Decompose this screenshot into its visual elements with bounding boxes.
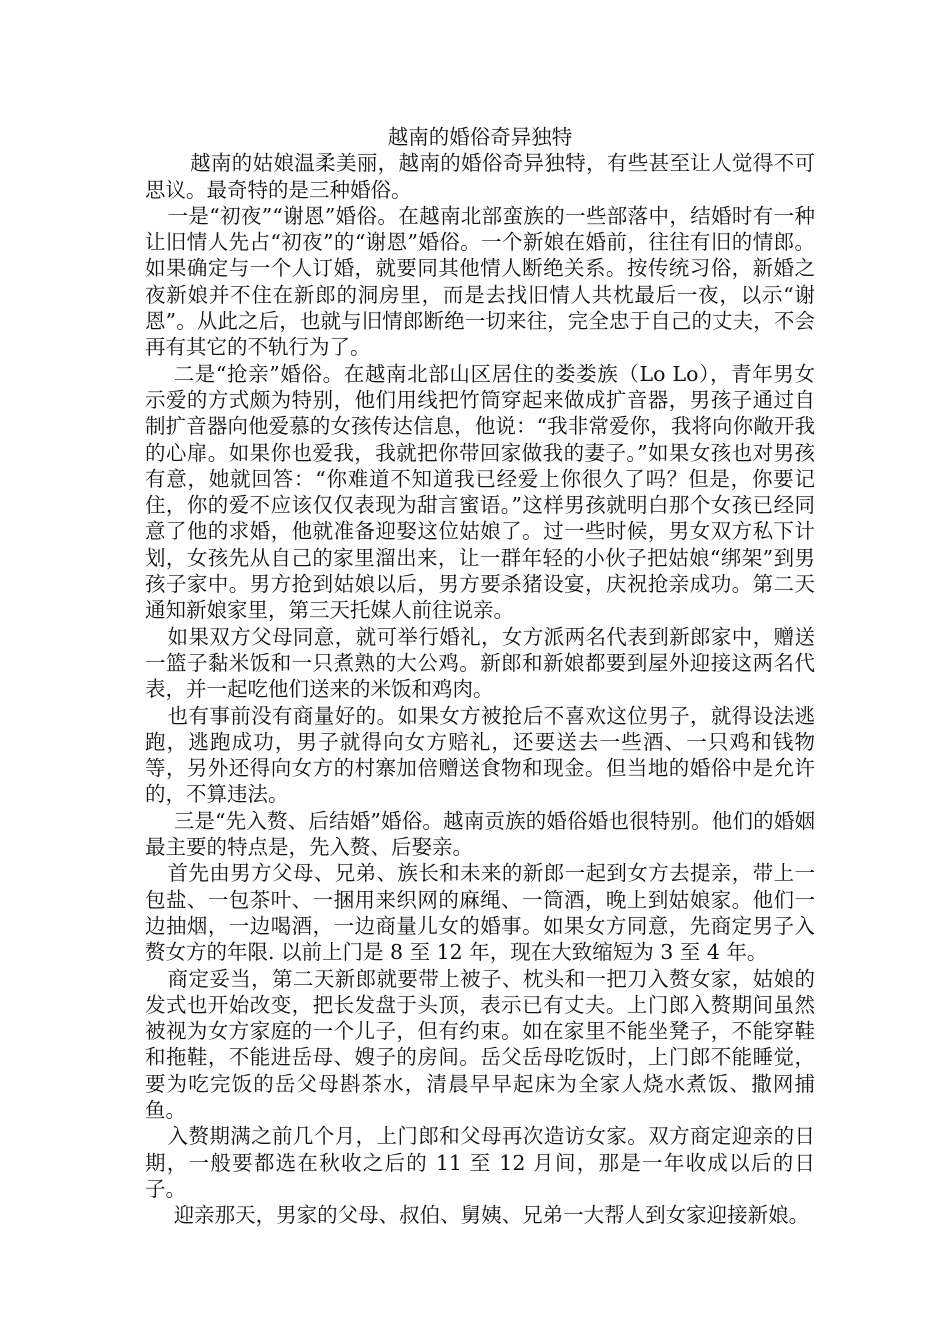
paragraph-custom-two: 二是“抢亲”婚俗。在越南北部山区居住的娄娄族（Lo Lo），青年男女示爱的方式颇为特别，他们用线把竹筒穿起来做成扩音器，男孩子通过自制扩音器向他爱慕的女孩传达信息，他说：“我非常爱你，我将向你敞开我的心扉。如果你也爱我，我就把你带回家做我的妻子。”如果女孩也对男孩有意，她就回答：“你难道不知道我已经爱上你很久了吗？但是，你要记住，你的爱不应该仅仅表现为甜言蜜语。”这样男孩就明白那个女孩已经同意了他的求婚，他就准备迎娶这位姑娘了。过一些时候，男女双方私下计划，女孩先从自己的家里溜出来，让一群年轻的小伙子把姑娘“绑架”到男孩子家中。男方抢到姑娘以后，男方要杀猪设宴，庆祝抢亲成功。第二天通知新娘家里，第三天托媒人前往说亲。: [145, 361, 815, 623]
paragraph-proposal: 首先由男方父母、兄弟、族长和未来的新郎一起到女方去提亲，带上一包盐、一包茶叶、一捆用来织网的麻绳、一筒酒，晚上到姑娘家。他们一边抽烟，一边喝酒，一边商量儿女的婚事。如果女方同意，先商定男子入赘女方的年限. 以前上门是 8 至 12 年，现在大致缩短为 3 至 4 年。: [145, 861, 815, 965]
paragraph-wedding-day: 迎亲那天，男家的父母、叔伯、舅姨、兄弟一大帮人到女家迎接新娘。: [173, 1203, 810, 1228]
paragraph-son-in-law: 商定妥当，第二天新郎就要带上被子、枕头和一把刀入赘女家，姑娘的发式也开始改变，把长发盘于头顶，表示已有丈夫。上门郎入赘期间虽然被视为女方家庭的一个儿子，但有约束。如在家里不能坐凳子，不能穿鞋和拖鞋，不能进岳母、嫂子的房间。岳父岳母吃饭时，上门郎不能睡觉，要为吃完饭的岳父母斟茶水，清晨早早起床为全家人烧水煮饭、撒网捕鱼。: [145, 966, 815, 1122]
document-body: [145, 124, 815, 1228]
paragraph-intro: 越南的姑娘温柔美丽，越南的婚俗奇异独特，有些甚至让人觉得不可思议。最奇特的是三种婚俗。: [145, 151, 815, 202]
paragraph-escape: 也有事前没有商量好的。如果女方被抢后不喜欢这位男子，就得设法逃跑，逃跑成功，男子就得向女方赔礼，还要送去一些酒、一只鸡和钱物等，另外还得向女方的村寨加倍赠送食物和现金。但当地的婚俗中是允许的，不算违法。: [145, 703, 815, 807]
paragraph-custom-one: 一是“初夜”“谢恩”婚俗。在越南北部蛮族的一些部落中，结婚时有一种让旧情人先占“初夜”的“谢恩”婚俗。一个新娘在婚前，往往有旧的情郎。如果确定与一个人订婚，就要同其他情人断绝关系。按传统习俗，新婚之夜新娘并不住在新郎的洞房里，而是去找旧情人共枕最后一夜，以示“谢恩”。从此之后，也就与旧情郎断绝一切来往，完全忠于自己的丈夫，不会再有其它的不轨行为了。: [145, 203, 815, 360]
paragraph-term-end: 入赘期满之前几个月，上门郎和父母再次造访女家。双方商定迎亲的日期，一般要都选在秋收之后的 11 至 12 月间，那是一年收成以后的日子。: [145, 1124, 815, 1201]
document-title: 越南的婚俗奇异独特: [387, 125, 573, 149]
paragraph-custom-three: 三是“先入赘、后结婚”婚俗。越南贡族的婚俗婚也很特别。他们的婚姻最主要的特点是，先入赘、后娶亲。: [145, 808, 815, 860]
paragraph-wedding-ceremony: 如果双方父母同意，就可举行婚礼，女方派两名代表到新郎家中，赠送一篮子黏米饭和一只煮熟的大公鸡。新郎和新娘都要到屋外迎接这两名代表，并一起吃他们送来的米饭和鸡肉。: [145, 624, 815, 702]
